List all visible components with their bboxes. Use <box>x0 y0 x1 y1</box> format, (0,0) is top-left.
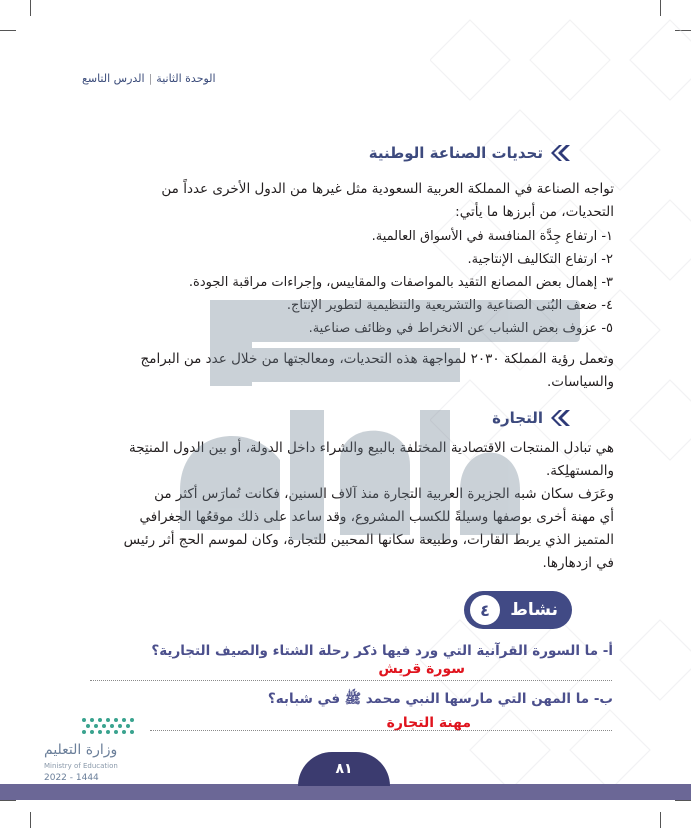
list-item: ٣- إهمال بعض المصانع التقيد بالمواصفات والمقاييس، وإجراءات مراقبة الجودة. <box>188 275 613 290</box>
crop-mark <box>675 800 691 801</box>
answer-line <box>150 730 612 731</box>
page-header <box>82 72 216 85</box>
dots-logo-icon <box>80 716 136 736</box>
activity-label: نشاط <box>510 600 558 620</box>
paragraph <box>78 178 614 224</box>
crop-mark <box>30 0 31 16</box>
paragraph-line: هي تبادل المنتجات الاقتصادية المختلفة بالبيع والشراء داخل الدولة، أو بين الدول المنتِجة <box>128 440 614 456</box>
ministry-logo <box>44 716 144 786</box>
lesson-label: الدرس التاسع <box>82 72 145 85</box>
list-item: ٢- ارتفاع التكاليف الإنتاجية. <box>467 252 613 267</box>
section-title-trade <box>492 408 571 428</box>
double-chevron-icon <box>549 408 571 428</box>
activity-badge <box>464 591 572 629</box>
ministry-name-ar: وزارة التعليم <box>44 742 118 758</box>
crop-mark <box>0 800 16 801</box>
page-number: ٨١ <box>298 752 390 786</box>
header-separator: | <box>148 72 153 85</box>
paragraph-line: وعَرَف سكان شبه الجزيرة العربية التجارة منذ آلاف السنين، فكانت تُمارَس أكثر من <box>154 486 614 502</box>
list-item: ٤- ضعف البُنى الصناعية والتشريعية والتنظيمية لتطوير الإنتاج. <box>286 298 613 313</box>
paragraph-line: التحديات، من أبرزها ما يأتي: <box>455 204 614 220</box>
paragraph-line: المتميز الذي يربط القارات، وطبيعة سكانها المحبين للتجارة، وكان لموسم الحج أثر رئيس <box>123 532 614 548</box>
double-chevron-icon <box>549 143 571 163</box>
footer-bar <box>0 784 691 800</box>
question-a: أ- ما السورة القرآنية التي ورد فيها ذكر رحلة الشتاء والصيف التجارية؟ <box>151 643 613 659</box>
paragraph-line: في ازدهارها. <box>542 555 614 571</box>
list-item: ٥- عزوف بعض الشباب عن الانخراط في وظائف صناعية. <box>308 321 613 336</box>
answer-line <box>90 680 612 681</box>
paragraph-line: والمستهلِكة. <box>546 463 614 479</box>
answer-a: سورة قريش <box>378 661 465 677</box>
crop-mark <box>0 30 16 31</box>
paragraph-line: والسياسات. <box>546 374 614 390</box>
answer-b: مهنة التجارة <box>386 715 471 731</box>
question-b: ب- ما المهن التي مارسها النبي محمد ﷺ في شبابه؟ <box>267 691 613 707</box>
paragraph-line: أي مهنة أخرى بوصفها وسيلةً للكسب المشروع، وقد ساعد على ذلك موقعُها الجغرافي <box>139 509 614 525</box>
paragraph <box>78 348 614 394</box>
crop-mark <box>30 812 31 828</box>
ministry-name-en: Ministry of Education <box>44 762 118 770</box>
paragraph-line: تواجه الصناعة في المملكة العربية السعودية مثل غيرها من الدول الأخرى عدداً من <box>161 181 614 197</box>
activity-number: ٤ <box>470 595 500 625</box>
paragraph <box>78 437 614 575</box>
unit-label: الوحدة الثانية <box>156 72 216 85</box>
section-title-text: تحديات الصناعة الوطنية <box>368 144 543 162</box>
crop-mark <box>660 812 661 828</box>
challenges-list <box>189 225 613 340</box>
list-item: ١- ارتفاع جِدَّة المنافسة في الأسواق العالمية. <box>371 229 613 244</box>
section-title-text: التجارة <box>492 409 543 427</box>
section-title-industry-challenges <box>369 143 571 163</box>
paragraph-line: وتعمل رؤية المملكة ٢٠٣٠ لمواجهة هذه التحديات، ومعالجتها من خلال عدد من البرامج <box>140 351 614 367</box>
edition-year: 2022 - 1444 <box>44 773 99 783</box>
